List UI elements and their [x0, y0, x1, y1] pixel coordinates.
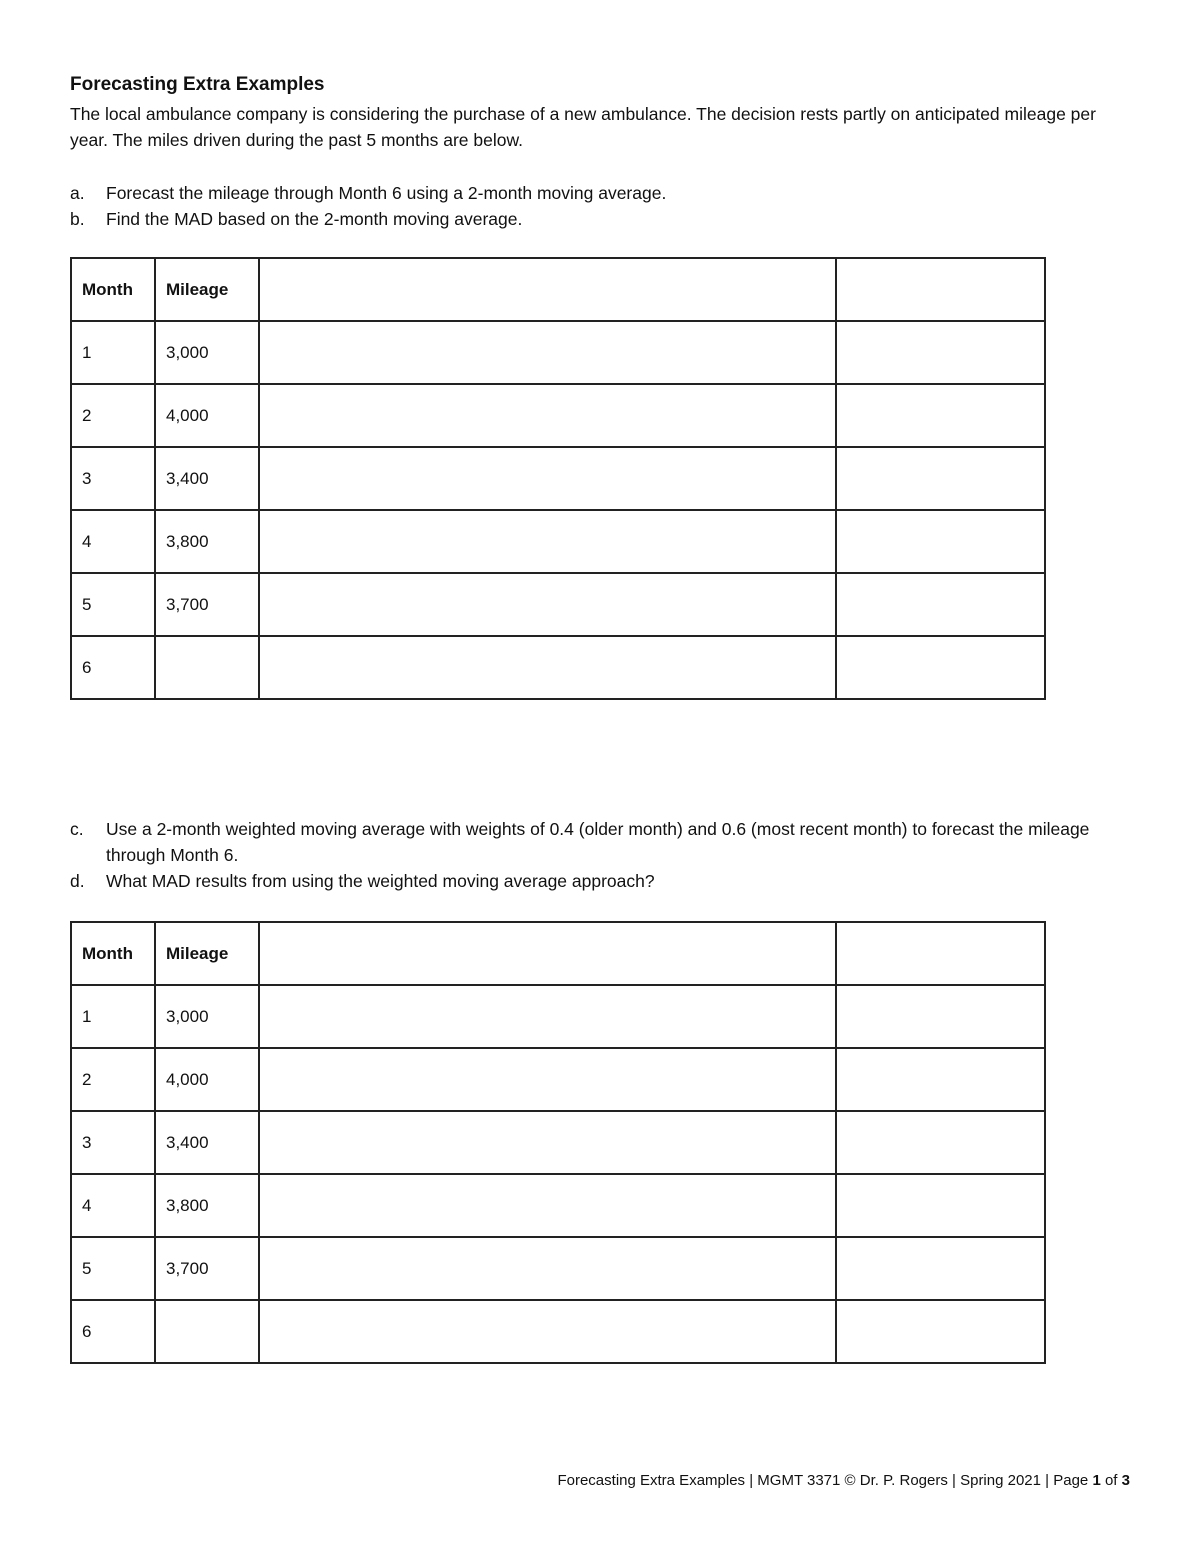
table-row	[71, 321, 1045, 384]
blank-cell	[259, 384, 836, 447]
header-blank-cell	[836, 922, 1045, 985]
month-cell: 1	[71, 985, 155, 1048]
header-blank-cell	[259, 922, 836, 985]
question-item	[70, 206, 1130, 232]
blank-cell	[836, 510, 1045, 573]
blank-cell	[259, 985, 836, 1048]
month-cell: 2	[71, 384, 155, 447]
table-row	[71, 573, 1045, 636]
table-row	[71, 447, 1045, 510]
question-letter: a.	[70, 183, 85, 203]
footer-page-current: 1	[1092, 1472, 1101, 1489]
blank-cell	[259, 1300, 836, 1363]
month-cell: 5	[71, 1237, 155, 1300]
mileage-cell: 3,000	[155, 985, 259, 1048]
mileage-cell: 3,800	[155, 1174, 259, 1237]
mileage-cell	[155, 1300, 259, 1363]
blank-cell	[836, 321, 1045, 384]
page-title: Forecasting Extra Examples	[70, 74, 325, 95]
intro-paragraph: The local ambulance company is considering the purchase of a new ambulance. The decision rests partly on anticipated mileage per year. The miles driven during the past 5 months are below.	[70, 104, 1096, 150]
table-row	[71, 1237, 1045, 1300]
blank-cell	[259, 321, 836, 384]
question-text: Find the MAD based on the 2-month moving average.	[106, 209, 523, 229]
table-row	[71, 1174, 1045, 1237]
month-cell: 3	[71, 1111, 155, 1174]
footer-page-of: of	[1104, 1472, 1118, 1489]
moving-average-table	[70, 257, 1046, 700]
table-row	[71, 1111, 1045, 1174]
question-item	[70, 868, 1130, 894]
question-letter: b.	[70, 209, 85, 229]
blank-cell	[836, 1111, 1045, 1174]
mileage-cell: 3,400	[155, 447, 259, 510]
question-list-2	[70, 816, 1130, 894]
blank-cell	[836, 636, 1045, 699]
mileage-cell: 3,000	[155, 321, 259, 384]
blank-cell	[259, 1111, 836, 1174]
month-cell: 5	[71, 573, 155, 636]
footer-course: MGMT 3371 © Dr. P. Rogers	[757, 1472, 948, 1489]
mileage-cell: 4,000	[155, 1048, 259, 1111]
question-list-1	[70, 180, 1130, 232]
header-mileage: Mileage	[155, 922, 259, 985]
header-mileage: Mileage	[155, 258, 259, 321]
month-cell: 4	[71, 510, 155, 573]
mileage-cell: 3,400	[155, 1111, 259, 1174]
mileage-cell: 3,800	[155, 510, 259, 573]
question-item	[70, 180, 1130, 206]
mileage-cell: 4,000	[155, 384, 259, 447]
question-text: What MAD results from using the weighted moving average approach?	[106, 871, 655, 891]
footer-doc-title: Forecasting Extra Examples	[557, 1472, 746, 1489]
table-header-row	[71, 922, 1045, 985]
table-row	[71, 1300, 1045, 1363]
blank-cell	[836, 447, 1045, 510]
footer-term: Spring 2021	[960, 1472, 1041, 1489]
blank-cell	[836, 384, 1045, 447]
header-blank-cell	[259, 258, 836, 321]
month-cell: 6	[71, 1300, 155, 1363]
page-footer: Forecasting Extra Examples | MGMT 3371 © Dr. P. Rogers | Spring 2021 | Page 1 of 3	[557, 1472, 1130, 1489]
blank-cell	[836, 573, 1045, 636]
blank-cell	[259, 1048, 836, 1111]
table-row	[71, 384, 1045, 447]
table-row	[71, 1048, 1045, 1111]
question-text: Forecast the mileage through Month 6 using a 2-month moving average.	[106, 183, 667, 203]
table-header-row	[71, 258, 1045, 321]
month-cell: 3	[71, 447, 155, 510]
blank-cell	[259, 636, 836, 699]
question-letter: d.	[70, 871, 85, 891]
mileage-cell	[155, 636, 259, 699]
blank-cell	[836, 1300, 1045, 1363]
blank-cell	[836, 1174, 1045, 1237]
month-cell: 1	[71, 321, 155, 384]
blank-cell	[836, 1237, 1045, 1300]
blank-cell	[259, 1237, 836, 1300]
header-blank-cell	[836, 258, 1045, 321]
blank-cell	[836, 985, 1045, 1048]
month-cell: 4	[71, 1174, 155, 1237]
mileage-cell: 3,700	[155, 1237, 259, 1300]
table-row	[71, 985, 1045, 1048]
weighted-moving-average-table	[70, 921, 1046, 1364]
footer-page-label: Page	[1053, 1472, 1089, 1489]
question-item	[70, 816, 1130, 868]
blank-cell	[259, 447, 836, 510]
header-month: Month	[71, 922, 155, 985]
blank-cell	[259, 573, 836, 636]
question-letter: c.	[70, 819, 84, 839]
month-cell: 6	[71, 636, 155, 699]
blank-cell	[836, 1048, 1045, 1111]
blank-cell	[259, 1174, 836, 1237]
mileage-cell: 3,700	[155, 573, 259, 636]
table-row	[71, 636, 1045, 699]
table-row	[71, 510, 1045, 573]
footer-page-total: 3	[1121, 1472, 1130, 1489]
blank-cell	[259, 510, 836, 573]
header-month: Month	[71, 258, 155, 321]
month-cell: 2	[71, 1048, 155, 1111]
question-text: Use a 2-month weighted moving average with weights of 0.4 (older month) and 0.6 (most recent month) to forecast the mileage through Month 6.	[106, 819, 1090, 865]
